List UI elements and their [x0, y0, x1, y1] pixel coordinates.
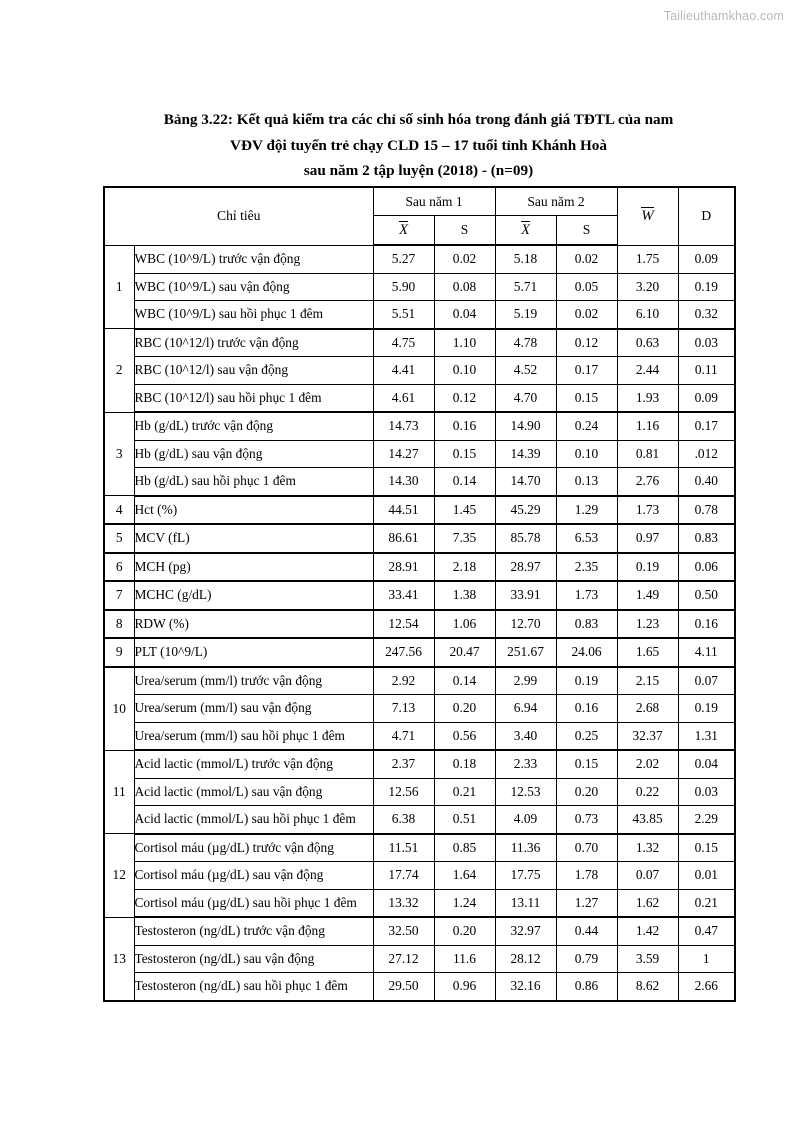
- year2-sd-value: 24.06: [556, 638, 617, 667]
- year2-mean-value: 17.75: [495, 862, 556, 890]
- row-index: 1: [104, 245, 134, 329]
- criteria-name: Cortisol máu (µg/dL) trước vận động: [134, 834, 373, 862]
- year2-mean-value: 28.97: [495, 553, 556, 582]
- d-value: 0.09: [678, 384, 735, 412]
- year2-sd-value: 1.29: [556, 496, 617, 525]
- header-year1-sd: S: [434, 216, 495, 246]
- criteria-name: Testosteron (ng/dL) trước vận động: [134, 917, 373, 945]
- table-row: [104, 610, 735, 639]
- year1-mean-value: 14.73: [373, 412, 434, 440]
- d-value: 0.83: [678, 524, 735, 553]
- d-value: 0.15: [678, 834, 735, 862]
- table-header-row-top: [104, 187, 735, 216]
- year1-mean-value: 6.38: [373, 806, 434, 834]
- year1-mean-value: 14.27: [373, 440, 434, 468]
- w-value: 2.15: [617, 667, 678, 695]
- year2-mean-value: 4.70: [495, 384, 556, 412]
- year1-sd-value: 1.38: [434, 581, 495, 610]
- year2-mean-value: 4.78: [495, 329, 556, 357]
- table-row: [104, 945, 735, 973]
- year2-sd-value: 0.25: [556, 722, 617, 750]
- year1-sd-value: 0.02: [434, 245, 495, 273]
- w-value: 1.73: [617, 496, 678, 525]
- table-row: [104, 301, 735, 329]
- year2-mean-value: 4.52: [495, 357, 556, 385]
- row-index: 9: [104, 638, 134, 667]
- table-row: [104, 750, 735, 778]
- year1-sd-value: 1.10: [434, 329, 495, 357]
- year1-mean-value: 32.50: [373, 917, 434, 945]
- w-value: 1.65: [617, 638, 678, 667]
- w-value: 43.85: [617, 806, 678, 834]
- year2-mean-value: 14.90: [495, 412, 556, 440]
- table-row: [104, 553, 735, 582]
- year2-sd-value: 0.17: [556, 357, 617, 385]
- table-row: [104, 667, 735, 695]
- table-row: [104, 273, 735, 301]
- year1-mean-value: 44.51: [373, 496, 434, 525]
- d-value: 0.19: [678, 695, 735, 723]
- criteria-name: RDW (%): [134, 610, 373, 639]
- year2-mean-value: 11.36: [495, 834, 556, 862]
- criteria-name: RBC (10^12/l) trước vận động: [134, 329, 373, 357]
- row-index: 10: [104, 667, 134, 751]
- d-value: 0.03: [678, 778, 735, 806]
- d-value: 0.40: [678, 468, 735, 496]
- year2-sd-value: 0.70: [556, 834, 617, 862]
- year2-mean-value: 6.94: [495, 695, 556, 723]
- year2-sd-value: 1.78: [556, 862, 617, 890]
- year2-mean-value: 251.67: [495, 638, 556, 667]
- table-row: [104, 245, 735, 273]
- d-value: 4.11: [678, 638, 735, 667]
- year2-mean-value: 45.29: [495, 496, 556, 525]
- criteria-name: MCH (pg): [134, 553, 373, 582]
- year2-mean-value: 13.11: [495, 889, 556, 917]
- year2-mean-value: 3.40: [495, 722, 556, 750]
- criteria-name: WBC (10^9/L) trước vận động: [134, 245, 373, 273]
- w-value: 0.97: [617, 524, 678, 553]
- row-index: 3: [104, 412, 134, 496]
- d-value: .012: [678, 440, 735, 468]
- criteria-name: Hb (g/dL) sau vận động: [134, 440, 373, 468]
- year1-mean-value: 17.74: [373, 862, 434, 890]
- criteria-name: MCV (fL): [134, 524, 373, 553]
- table-title-line-3: sau năm 2 tập luyện (2018) - (n=09): [303, 162, 534, 179]
- header-year2-sd: S: [556, 216, 617, 246]
- criteria-name: RBC (10^12/l) sau hồi phục 1 đêm: [134, 384, 373, 412]
- w-value: 0.07: [617, 862, 678, 890]
- criteria-name: Hb (g/dL) trước vận động: [134, 412, 373, 440]
- header-criteria: Chỉ tiêu: [104, 187, 373, 245]
- year1-sd-value: 0.14: [434, 667, 495, 695]
- year1-mean-value: 12.56: [373, 778, 434, 806]
- header-mean-symbol: X: [521, 222, 530, 239]
- year2-sd-value: 0.44: [556, 917, 617, 945]
- year1-sd-value: 0.51: [434, 806, 495, 834]
- row-index: 8: [104, 610, 134, 639]
- table-row: [104, 834, 735, 862]
- table-title-line-2: VĐV đội tuyển trẻ chạy CLD 15 – 17 tuổi tỉnh Khánh Hoà: [230, 136, 607, 154]
- year2-mean-value: 32.16: [495, 973, 556, 1001]
- table-row: [104, 357, 735, 385]
- year1-mean-value: 4.75: [373, 329, 434, 357]
- header-w-symbol: W: [641, 208, 654, 225]
- d-value: 1.31: [678, 722, 735, 750]
- year2-mean-value: 28.12: [495, 945, 556, 973]
- year2-mean-value: 14.39: [495, 440, 556, 468]
- year1-sd-value: 0.96: [434, 973, 495, 1001]
- table-title: [103, 107, 734, 184]
- w-value: 2.76: [617, 468, 678, 496]
- year2-mean-value: 12.70: [495, 610, 556, 639]
- d-value: 2.66: [678, 973, 735, 1001]
- d-value: 0.16: [678, 610, 735, 639]
- year1-sd-value: 0.20: [434, 917, 495, 945]
- d-value: 0.03: [678, 329, 735, 357]
- year1-sd-value: 0.21: [434, 778, 495, 806]
- year2-mean-value: 5.19: [495, 301, 556, 329]
- criteria-name: Cortisol máu (µg/dL) sau vận động: [134, 862, 373, 890]
- year2-sd-value: 0.15: [556, 750, 617, 778]
- table-row: [104, 524, 735, 553]
- w-value: 0.19: [617, 553, 678, 582]
- year1-mean-value: 4.71: [373, 722, 434, 750]
- year1-mean-value: 12.54: [373, 610, 434, 639]
- header-year2-mean: [495, 216, 556, 246]
- row-index: 12: [104, 834, 134, 918]
- year2-mean-value: 32.97: [495, 917, 556, 945]
- row-index: 5: [104, 524, 134, 553]
- d-value: 0.01: [678, 862, 735, 890]
- year2-mean-value: 12.53: [495, 778, 556, 806]
- year1-mean-value: 86.61: [373, 524, 434, 553]
- year1-sd-value: 11.6: [434, 945, 495, 973]
- row-index: 6: [104, 553, 134, 582]
- w-value: 3.20: [617, 273, 678, 301]
- year1-sd-value: 20.47: [434, 638, 495, 667]
- criteria-name: MCHC (g/dL): [134, 581, 373, 610]
- year2-sd-value: 0.20: [556, 778, 617, 806]
- table-row: [104, 468, 735, 496]
- table-row: [104, 722, 735, 750]
- table-row: [104, 889, 735, 917]
- year1-sd-value: 2.18: [434, 553, 495, 582]
- year1-mean-value: 28.91: [373, 553, 434, 582]
- year2-sd-value: 0.79: [556, 945, 617, 973]
- year1-mean-value: 7.13: [373, 695, 434, 723]
- header-w-average: [617, 187, 678, 245]
- d-value: 0.09: [678, 245, 735, 273]
- year1-sd-value: 0.20: [434, 695, 495, 723]
- table-row: [104, 695, 735, 723]
- year2-sd-value: 0.86: [556, 973, 617, 1001]
- w-value: 0.63: [617, 329, 678, 357]
- year1-mean-value: 247.56: [373, 638, 434, 667]
- year2-sd-value: 0.24: [556, 412, 617, 440]
- criteria-name: Testosteron (ng/dL) sau hồi phục 1 đêm: [134, 973, 373, 1001]
- year1-sd-value: 1.64: [434, 862, 495, 890]
- table-row: [104, 806, 735, 834]
- year1-mean-value: 5.27: [373, 245, 434, 273]
- table-row: [104, 329, 735, 357]
- d-value: 1: [678, 945, 735, 973]
- w-value: 1.75: [617, 245, 678, 273]
- year2-sd-value: 0.15: [556, 384, 617, 412]
- criteria-name: RBC (10^12/l) sau vận động: [134, 357, 373, 385]
- year2-sd-value: 0.83: [556, 610, 617, 639]
- w-value: 2.44: [617, 357, 678, 385]
- w-value: 6.10: [617, 301, 678, 329]
- d-value: 0.11: [678, 357, 735, 385]
- year2-mean-value: 2.99: [495, 667, 556, 695]
- table-title-line-1: Bảng 3.22: Kết quả kiểm tra các chỉ số sinh hóa trong đánh giá TĐTL của nam: [163, 111, 674, 128]
- year2-mean-value: 5.71: [495, 273, 556, 301]
- criteria-name: Hb (g/dL) sau hồi phục 1 đêm: [134, 468, 373, 496]
- w-value: 1.23: [617, 610, 678, 639]
- year1-mean-value: 27.12: [373, 945, 434, 973]
- year1-sd-value: 0.18: [434, 750, 495, 778]
- d-value: 0.17: [678, 412, 735, 440]
- d-value: 2.29: [678, 806, 735, 834]
- w-value: 3.59: [617, 945, 678, 973]
- criteria-name: Acid lactic (mmol/L) trước vận động: [134, 750, 373, 778]
- header-year-1: Sau năm 1: [373, 187, 495, 216]
- year1-mean-value: 4.41: [373, 357, 434, 385]
- year2-mean-value: 4.09: [495, 806, 556, 834]
- year1-sd-value: 0.85: [434, 834, 495, 862]
- year2-sd-value: 0.05: [556, 273, 617, 301]
- row-index: 2: [104, 329, 134, 413]
- row-index: 4: [104, 496, 134, 525]
- d-value: 0.07: [678, 667, 735, 695]
- year2-sd-value: 0.13: [556, 468, 617, 496]
- year2-mean-value: 33.91: [495, 581, 556, 610]
- table-row: [104, 638, 735, 667]
- year2-sd-value: 0.02: [556, 301, 617, 329]
- w-value: 2.02: [617, 750, 678, 778]
- year2-sd-value: 6.53: [556, 524, 617, 553]
- year1-sd-value: 7.35: [434, 524, 495, 553]
- d-value: 0.50: [678, 581, 735, 610]
- w-value: 1.93: [617, 384, 678, 412]
- w-value: 2.68: [617, 695, 678, 723]
- d-value: 0.19: [678, 273, 735, 301]
- w-value: 0.81: [617, 440, 678, 468]
- table-row: [104, 412, 735, 440]
- w-value: 1.49: [617, 581, 678, 610]
- site-watermark: Tailieuthamkhao.com: [663, 9, 784, 23]
- header-year1-mean: [373, 216, 434, 246]
- criteria-name: Cortisol máu (µg/dL) sau hồi phục 1 đêm: [134, 889, 373, 917]
- year2-sd-value: 0.10: [556, 440, 617, 468]
- row-index: 13: [104, 917, 134, 1001]
- d-value: 0.21: [678, 889, 735, 917]
- header-d: D: [678, 187, 735, 245]
- row-index: 11: [104, 750, 134, 834]
- year2-sd-value: 0.16: [556, 695, 617, 723]
- w-value: 1.32: [617, 834, 678, 862]
- table-row: [104, 384, 735, 412]
- table-row: [104, 496, 735, 525]
- year2-sd-value: 0.12: [556, 329, 617, 357]
- biochemical-results-table: [103, 186, 736, 1002]
- year2-mean-value: 14.70: [495, 468, 556, 496]
- table-row: [104, 862, 735, 890]
- year2-mean-value: 85.78: [495, 524, 556, 553]
- table-row: [104, 440, 735, 468]
- year2-mean-value: 2.33: [495, 750, 556, 778]
- table-row: [104, 973, 735, 1001]
- year1-sd-value: 0.12: [434, 384, 495, 412]
- year1-sd-value: 0.16: [434, 412, 495, 440]
- year2-sd-value: 0.02: [556, 245, 617, 273]
- year1-sd-value: 1.06: [434, 610, 495, 639]
- criteria-name: Hct (%): [134, 496, 373, 525]
- biochemical-results-table-container: [103, 186, 734, 1002]
- year1-sd-value: 0.56: [434, 722, 495, 750]
- header-year-2: Sau năm 2: [495, 187, 617, 216]
- year2-sd-value: 1.73: [556, 581, 617, 610]
- d-value: 0.06: [678, 553, 735, 582]
- year1-sd-value: 1.45: [434, 496, 495, 525]
- table-row: [104, 917, 735, 945]
- year2-mean-value: 5.18: [495, 245, 556, 273]
- d-value: 0.04: [678, 750, 735, 778]
- row-index: 7: [104, 581, 134, 610]
- table-body: [104, 245, 735, 1001]
- d-value: 0.78: [678, 496, 735, 525]
- criteria-name: Urea/serum (mm/l) sau hồi phục 1 đêm: [134, 722, 373, 750]
- d-value: 0.32: [678, 301, 735, 329]
- year2-sd-value: 1.27: [556, 889, 617, 917]
- criteria-name: WBC (10^9/L) sau hồi phục 1 đêm: [134, 301, 373, 329]
- w-value: 1.62: [617, 889, 678, 917]
- year1-sd-value: 0.08: [434, 273, 495, 301]
- table-header: [104, 187, 735, 245]
- year1-mean-value: 14.30: [373, 468, 434, 496]
- year2-sd-value: 0.73: [556, 806, 617, 834]
- year1-mean-value: 11.51: [373, 834, 434, 862]
- year1-mean-value: 5.90: [373, 273, 434, 301]
- w-value: 32.37: [617, 722, 678, 750]
- w-value: 0.22: [617, 778, 678, 806]
- year1-sd-value: 0.04: [434, 301, 495, 329]
- year1-sd-value: 1.24: [434, 889, 495, 917]
- year1-mean-value: 13.32: [373, 889, 434, 917]
- year1-mean-value: 33.41: [373, 581, 434, 610]
- criteria-name: Testosteron (ng/dL) sau vận động: [134, 945, 373, 973]
- d-value: 0.47: [678, 917, 735, 945]
- year1-sd-value: 0.14: [434, 468, 495, 496]
- year1-mean-value: 29.50: [373, 973, 434, 1001]
- w-value: 8.62: [617, 973, 678, 1001]
- table-row: [104, 778, 735, 806]
- w-value: 1.16: [617, 412, 678, 440]
- criteria-name: Acid lactic (mmol/L) sau vận động: [134, 778, 373, 806]
- table-row: [104, 581, 735, 610]
- year1-mean-value: 2.37: [373, 750, 434, 778]
- year2-sd-value: 0.19: [556, 667, 617, 695]
- header-mean-symbol: X: [399, 222, 408, 239]
- year1-sd-value: 0.10: [434, 357, 495, 385]
- year2-sd-value: 2.35: [556, 553, 617, 582]
- criteria-name: Urea/serum (mm/l) trước vận động: [134, 667, 373, 695]
- criteria-name: WBC (10^9/L) sau vận động: [134, 273, 373, 301]
- criteria-name: Urea/serum (mm/l) sau vận động: [134, 695, 373, 723]
- year1-mean-value: 5.51: [373, 301, 434, 329]
- year1-sd-value: 0.15: [434, 440, 495, 468]
- criteria-name: PLT (10^9/L): [134, 638, 373, 667]
- year1-mean-value: 2.92: [373, 667, 434, 695]
- criteria-name: Acid lactic (mmol/L) sau hồi phục 1 đêm: [134, 806, 373, 834]
- w-value: 1.42: [617, 917, 678, 945]
- year1-mean-value: 4.61: [373, 384, 434, 412]
